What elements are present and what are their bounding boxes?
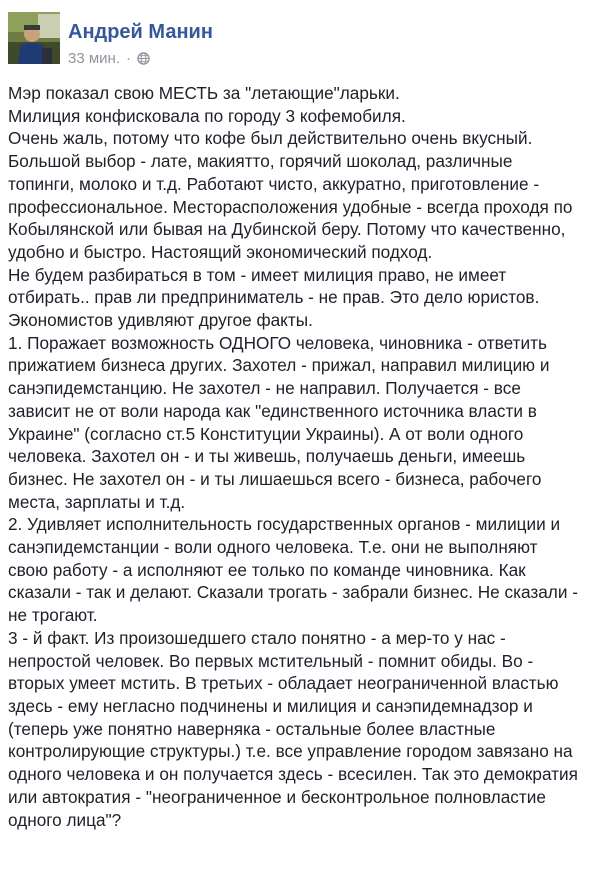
post-text-line: (теперь уже понятно наверняка - остальные более властные xyxy=(8,718,496,739)
post-text-line: сказали - так и делают. Сказали трогать - забрали бизнес. Не сказали - xyxy=(8,582,578,603)
post-text-line: Большой выбор - лате, макиятто, горячий шоколад, различные xyxy=(8,151,513,172)
post-text-line: 3 - й факт. Из произошедшего стало понятно - а мер-то у нас - xyxy=(8,627,506,648)
post-text-line: свою работу - а исполняют ее только по команде чиновника. Как xyxy=(8,559,526,580)
post-text-line: места, зарплаты и т.д. xyxy=(8,491,186,512)
post-text-line: 1. Поражает возможность ОДНОГО человека, чиновника - ответить xyxy=(8,332,547,353)
separator-dot: · xyxy=(126,49,131,67)
post-header xyxy=(8,12,600,68)
post-text-line: Экономистов удивляют другое факты. xyxy=(8,310,313,331)
post-text-line: Кобылянской или бывая на Дубинской беру. Потому что качественно, xyxy=(8,219,566,240)
post-text-line: топинги, молоко и т.д. Работают чисто, аккуратно, приготовление - xyxy=(8,173,540,194)
post-text xyxy=(8,82,600,879)
avatar[interactable] xyxy=(8,12,60,64)
post-text-line: вторых умеет мстить. В третьих - обладает неограниченной властью xyxy=(8,673,559,694)
post-timestamp[interactable]: 33 мин. xyxy=(68,49,120,67)
post-text-line: Мэр показал свою МЕСТЬ за "летающие"ларьки. xyxy=(8,83,400,103)
post-text-line: санэпидемстанцию. Не захотел - не направил. Получается - все xyxy=(8,378,521,399)
post-text-line: бизнес. Не захотел он - и ты лишаешься всего - бизнеса, рабочего xyxy=(8,468,542,489)
post-text-line: не трогают. xyxy=(8,605,98,626)
post-text-line: санэпидемстанции - воли одного человека. Т.е. они не выполняют xyxy=(8,537,538,558)
post-text-line: одного человека и он получается здесь - всесилен. Так это демократия xyxy=(8,764,578,785)
post-text-line: удобно и быстро. Настоящий экономический подход. xyxy=(8,241,433,262)
post-text-line: Украине" (согласно ст.5 Конституции Украины). А от воли одного xyxy=(8,423,524,444)
post-text-line: Милиция конфисковала по городу 3 кофемобиля. xyxy=(8,105,406,126)
post-text-line: или автократия - "неограниченное и бесконтрольное полновластие xyxy=(8,786,546,807)
post-meta xyxy=(68,48,150,68)
post-text-line: здесь - ему негласно подчинены и милиция и санэпидемнадзор и xyxy=(8,695,533,716)
author-name[interactable]: Андрей Манин xyxy=(68,21,213,43)
post-text-line: 2. Удивляет исполнительность государственных органов - милиции и xyxy=(8,514,561,535)
post-text-line: контролирующие структуры.) т.е. все управление городом завязано на xyxy=(8,741,573,762)
post-text-line: непростой человек. Во первых мстительный - помнит обиды. Во - xyxy=(8,650,534,671)
post-text-line: одного лица"? xyxy=(8,809,122,830)
post-text-line: профессиональное. Месторасположения удобные - всегда проходя по xyxy=(8,196,573,217)
post-text-line: зависит не от воли народа как "единственного источника власти в xyxy=(8,400,537,421)
post-text-line: отбирать.. прав ли предприниматель - не прав. Это дело юристов. xyxy=(8,287,540,308)
post-text-line: Не будем разбираться в том - имеет милиция право, не имеет xyxy=(8,264,507,285)
post-text-line: человека. Захотел он - и ты живешь, получаешь деньги, имеешь xyxy=(8,446,526,467)
avatar-photo xyxy=(8,12,60,64)
globe-icon[interactable] xyxy=(137,52,150,65)
post-text-line: прижатием бизнеса других. Захотел - прижал, направил милицию и xyxy=(8,355,550,376)
post-text-line: Очень жаль, потому что кофе был действительно очень вкусный. xyxy=(8,128,533,149)
